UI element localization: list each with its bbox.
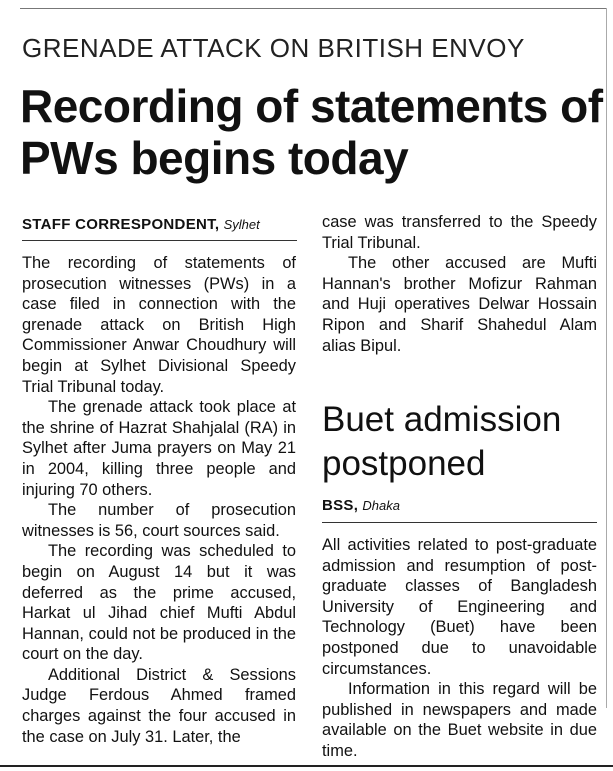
byline-rule: [322, 522, 597, 523]
paragraph: The other accused are Mufti Hannan's brother Mofizur Rahman and Huji operatives Delwar Hossain Ripon and Sharif Shahedul Alam alias Bipul.: [322, 254, 597, 355]
top-rule: [20, 8, 607, 9]
byline-place: Dhaka: [362, 498, 400, 513]
article1-column-left: [22, 253, 296, 747]
bottom-rule: [0, 765, 613, 767]
paragraph: Additional District & Sessions Judge Ferdous Ahmed framed charges against the four accused in the case on July 31. Later, the: [22, 665, 296, 746]
paragraph: All activities related to post-graduate admission and resumption of post-graduate classes of Bangladesh University of Engineering and Technology (Buet) have been postponed due to unavoidable circumstances.: [322, 536, 597, 678]
byline-name: BSS,: [322, 497, 359, 514]
paragraph: The recording was scheduled to begin on August 14 but it was deferred as the prime accused, Harkat ul Jihad chief Mufti Abdul Hannan, could not be produced in the court on the day.: [22, 542, 296, 664]
kicker: GRENADE ATTACK ON BRITISH ENVOY: [22, 33, 525, 63]
byline-rule: [22, 240, 297, 241]
paragraph: The recording of statements of prosecution witnesses (PWs) in a case filed in connection with the grenade attack on British High Commissioner Anwar Choudhury will begin at Sylhet Divisional Speedy Trial Tribunal today.: [22, 254, 296, 396]
paragraph: case was transferred to the Speedy Trial Tribunal.: [322, 213, 597, 252]
headline: Recording of statements of PWs begins today: [20, 80, 603, 184]
paragraph: Information in this regard will be published in newspapers and made available on the Buet website in due time.: [322, 680, 597, 760]
article1-column-right: [322, 212, 597, 356]
byline-article1: [22, 216, 260, 234]
paragraph: The number of prosecution witnesses is 56, court sources said.: [22, 501, 296, 540]
byline-name: STAFF CORRESPONDENT,: [22, 216, 220, 233]
article2-headline: Buet admission postponed: [322, 400, 562, 483]
paragraph: The grenade attack took place at the shrine of Hazrat Shahjalal (RA) in Sylhet after Juma prayers on May 21 in 2004, killing three people and injuring 70 others.: [22, 398, 296, 499]
byline-place: Sylhet: [223, 217, 260, 232]
byline-article2: [322, 497, 400, 515]
article2-body: [322, 535, 597, 762]
